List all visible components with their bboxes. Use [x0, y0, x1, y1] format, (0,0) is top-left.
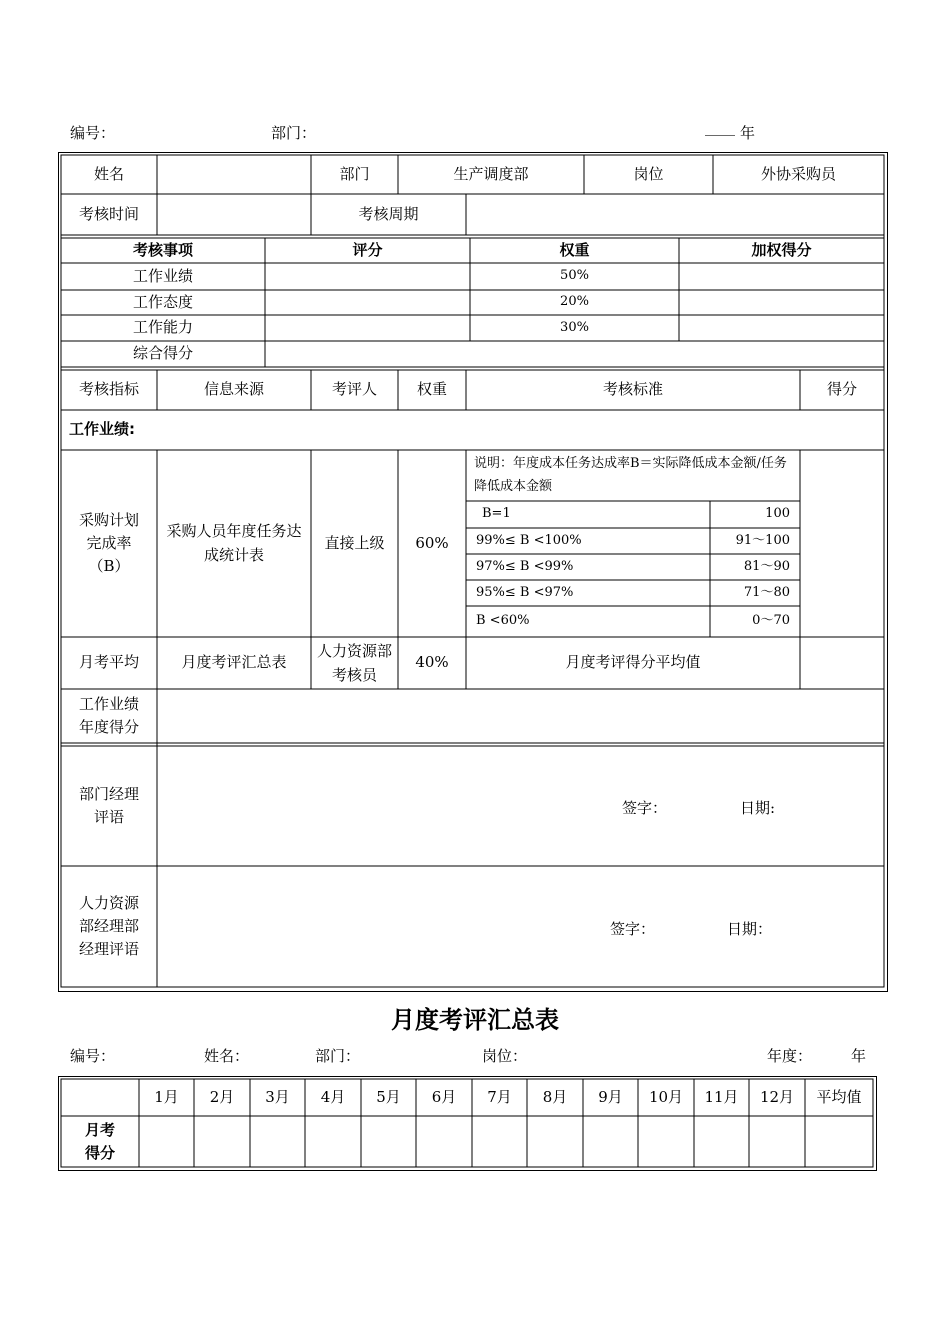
form2-year-label: 年度：: [767, 1047, 813, 1065]
month-header: 9月: [598, 1087, 623, 1106]
purchase-evaluator: 直接上级: [324, 533, 385, 552]
month-score-cell[interactable]: [694, 1116, 749, 1167]
month-score-cell[interactable]: [194, 1116, 250, 1167]
form2-dept-label: 部门：: [315, 1047, 361, 1065]
form2-corner-cell: [61, 1079, 139, 1116]
purchase-indicator: 采购计划完成率（B）: [78, 510, 139, 576]
month-header: 11月: [704, 1087, 739, 1106]
summary-row-weight: 30%: [560, 319, 589, 335]
monthly-standard: 月度考评得分平均值: [565, 653, 701, 672]
monthly-indicator: 月考平均: [78, 653, 139, 672]
criteria-header-source: 信息来源: [203, 380, 264, 399]
serial-label: 编号：: [70, 124, 116, 142]
form2-serial-label: 编号：: [70, 1047, 116, 1065]
form2-year-suffix: 年: [851, 1047, 867, 1065]
year-label: 年: [740, 124, 756, 142]
section-title-performance: 工作业绩:: [69, 420, 135, 439]
month-header: 4月: [320, 1087, 346, 1106]
monthly-source: 月度考评汇总表: [181, 653, 287, 672]
monthly-summary-title: 月度考评汇总表: [391, 1006, 559, 1034]
criteria-header-indicator: 考核指标: [78, 380, 139, 399]
month-header: 1月: [154, 1087, 179, 1106]
summary-row-item: 工作态度: [132, 292, 193, 311]
monthly-weight: 40%: [415, 653, 449, 672]
purchase-source: 采购人员年度任务达成统计表: [166, 522, 302, 564]
month-score-cell[interactable]: [416, 1116, 472, 1167]
hr-comment-label: 人力资源部经理部经理评语: [78, 893, 139, 959]
month-score-cell[interactable]: [472, 1116, 527, 1167]
range-condition: B <60%: [476, 613, 530, 629]
criteria-header-score: 得分: [826, 380, 857, 399]
summary-row-weight: 20%: [560, 294, 589, 310]
dept-label: 部门：: [271, 124, 317, 142]
summary-header-weighted: 加权得分: [751, 240, 812, 259]
range-score: 100: [765, 506, 790, 522]
criteria-header-evaluator: 考评人: [331, 380, 377, 399]
month-score-cell[interactable]: [749, 1116, 805, 1167]
summary-header-item: 考核事项: [132, 240, 193, 259]
month-score-cell[interactable]: [527, 1116, 583, 1167]
form2-post-label: 岗位：: [482, 1047, 528, 1065]
manager-date-label: 日期:: [740, 799, 776, 817]
monthly-score-row-label: 月考得分: [84, 1121, 115, 1162]
summary-header-weight: 权重: [559, 240, 590, 259]
month-header: 8月: [542, 1087, 568, 1106]
range-score: 71～80: [743, 584, 790, 600]
post-value: 外协采购员: [760, 164, 836, 183]
average-score-cell[interactable]: [805, 1116, 873, 1167]
year-blank[interactable]: ____: [705, 118, 735, 136]
range-condition: 97%≤ B <99%: [476, 558, 574, 574]
assess-cycle-label: 考核周期: [358, 204, 419, 223]
manager-sign-label: 签字：: [622, 799, 668, 817]
dept-value: 生产调度部: [453, 164, 529, 183]
month-score-cell[interactable]: [361, 1116, 416, 1167]
criteria-header-weight: 权重: [416, 380, 447, 399]
month-header: 10月: [648, 1087, 684, 1106]
hr-sign-label: 签字：: [610, 920, 656, 938]
month-score-cell[interactable]: [305, 1116, 361, 1167]
name-label: 姓名: [93, 164, 124, 183]
range-score: 0～70: [752, 613, 790, 629]
summary-header-score: 评分: [352, 240, 383, 259]
month-header: 7月: [487, 1087, 512, 1106]
monthly-evaluator: 人力资源部考核员: [317, 642, 393, 684]
range-score: 81～90: [743, 558, 790, 574]
month-header: 3月: [265, 1087, 290, 1106]
dept-field-label: 部门: [339, 164, 370, 183]
hr-date-label: 日期：: [727, 920, 773, 938]
manager-comment-label: 部门经理评语: [78, 784, 139, 826]
average-header: 平均值: [816, 1087, 862, 1106]
post-label: 岗位: [633, 164, 664, 183]
total-score-label: 综合得分: [132, 344, 193, 363]
purchase-weight: 60%: [415, 533, 449, 552]
criteria-header-standard: 考核标准: [602, 380, 663, 399]
month-score-cell[interactable]: [139, 1116, 194, 1167]
summary-row-weight: 50%: [560, 268, 589, 284]
range-condition: 95%≤ B <97%: [476, 584, 574, 600]
summary-row-item: 工作业绩: [132, 266, 193, 285]
form2-name-label: 姓名：: [204, 1047, 250, 1065]
month-header: 5月: [376, 1087, 401, 1106]
summary-row-item: 工作能力: [132, 318, 193, 337]
month-header: 12月: [759, 1087, 795, 1106]
range-condition: B=1: [482, 506, 511, 522]
annual-score-label: 工作业绩年度得分: [78, 694, 139, 736]
month-header: 2月: [209, 1087, 235, 1106]
month-header: 6月: [431, 1087, 457, 1106]
purchase-note: 说明：年度成本任务达成率B＝实际降低成本金额/任务降低成本金额: [474, 455, 787, 494]
month-score-cell[interactable]: [638, 1116, 694, 1167]
range-score: 91～100: [735, 532, 790, 548]
month-score-cell[interactable]: [250, 1116, 305, 1167]
month-score-cell[interactable]: [583, 1116, 638, 1167]
range-condition: 99%≤ B <100%: [476, 532, 582, 548]
assess-time-label: 考核时间: [78, 204, 139, 223]
